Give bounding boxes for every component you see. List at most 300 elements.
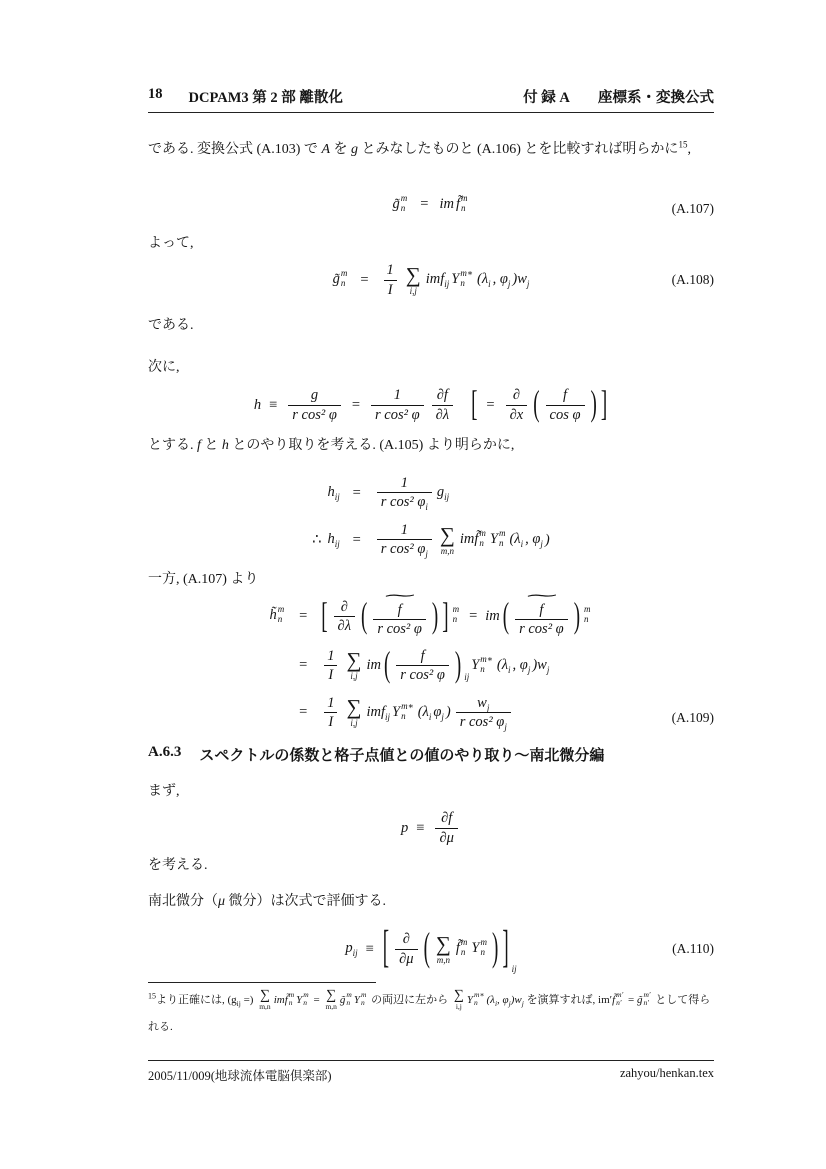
text: (λ: [476, 271, 489, 288]
subscript: ij: [236, 999, 241, 1009]
math-var-A: A: [321, 142, 330, 157]
fraction: [515, 601, 568, 638]
text: , φ: [525, 531, 541, 548]
math-variable: [437, 484, 449, 502]
numerator: 1: [327, 648, 335, 665]
math-scripts: [460, 269, 473, 289]
page-content: [148, 0, 714, 1169]
equiv-sign: ≡: [416, 819, 425, 836]
numerator: ∂f: [441, 810, 453, 827]
sigma-icon: ∑: [405, 262, 421, 287]
subscript: n: [346, 998, 351, 1008]
subscript: j: [540, 538, 543, 549]
math-variable: [328, 531, 340, 549]
subscript: ij: [444, 491, 450, 502]
fraction: [377, 521, 432, 559]
fraction: [383, 261, 398, 298]
math-base: f̃: [612, 994, 616, 1006]
sum-limits: m,n: [436, 954, 450, 965]
math-variable: [345, 940, 357, 958]
equals-sign: =: [420, 196, 429, 213]
math-variable: [333, 270, 350, 290]
math-scripts: [303, 991, 308, 1008]
summation: [325, 989, 336, 1011]
text: ,: [687, 142, 691, 157]
subscript: n: [277, 614, 283, 625]
text: w: [477, 694, 487, 711]
right-paren: ): [431, 595, 439, 636]
equiv-sign: ≡: [365, 940, 374, 957]
equation-a110: [148, 921, 714, 977]
text: =: [310, 994, 323, 1006]
header-left-title: DCPAM3 第 2 部 離散化: [188, 90, 343, 106]
equals-sign: =: [352, 484, 361, 501]
equation-a108: [148, 255, 714, 305]
math-base: Y: [353, 994, 360, 1006]
footnote-mark: 15: [148, 991, 156, 1001]
left-bracket: [: [471, 384, 478, 425]
subscript: j: [425, 549, 428, 560]
equation-label: (A.110): [672, 941, 714, 956]
subscript: ij: [334, 538, 340, 549]
math-variable: [269, 606, 286, 626]
math-token: [532, 657, 549, 675]
subscript: ij: [334, 491, 340, 502]
subscript: ij: [444, 278, 450, 289]
paragraph: まず,: [148, 784, 180, 799]
subscript: n: [288, 998, 293, 1008]
fraction: [396, 647, 449, 684]
superscript: m: [452, 604, 460, 615]
right-paren: ): [454, 645, 462, 686]
text: として得られる.: [148, 994, 711, 1033]
denominator: cos φ: [546, 405, 585, 424]
math-base: f̃: [455, 196, 460, 213]
sigma-icon: ∑: [326, 988, 337, 1004]
text: r cos² φ: [380, 494, 426, 511]
denominator: I: [384, 280, 397, 299]
math-scripts: [461, 938, 468, 958]
math-base: h: [327, 484, 335, 501]
text: )w: [532, 656, 547, 673]
subscript: j: [486, 702, 490, 713]
sum-limits: i,j: [350, 671, 358, 682]
numerator: f: [420, 648, 425, 665]
subscript: j: [526, 278, 530, 289]
equation-label: (A.108): [671, 272, 714, 287]
superscript: m: [288, 990, 295, 1000]
math-variable: p: [401, 819, 409, 836]
denominator: [456, 712, 511, 732]
subscript: i: [494, 999, 498, 1009]
sum-limits: m,n: [259, 1002, 271, 1012]
tilde-icon: ∼: [380, 589, 419, 604]
math-variable: [471, 939, 489, 959]
numerator: g: [310, 387, 319, 404]
summation: [259, 989, 270, 1011]
subscript: n: [401, 710, 406, 721]
math-scripts: [346, 991, 351, 1008]
fraction: [323, 694, 338, 731]
left-paren: (: [361, 595, 368, 636]
math-base: g̃: [339, 994, 346, 1006]
fraction: [334, 598, 355, 635]
math-token: im: [366, 657, 381, 674]
math-scripts: [361, 991, 366, 1008]
section-title: スペクトルの係数と格子点値との値のやり取り～南北微分編: [199, 748, 605, 764]
math-scripts: [401, 194, 408, 214]
text: (λ: [486, 994, 495, 1006]
subscript: i: [425, 502, 428, 513]
math-variable: [612, 990, 625, 1008]
right-bracket: ]: [600, 384, 608, 425]
wide-tilde-group: [370, 589, 429, 638]
math-base: Y: [471, 940, 480, 957]
left-paren: (: [383, 645, 391, 686]
subscript: j: [507, 278, 511, 289]
sum-limits: i,j: [350, 718, 358, 729]
math-variable: [328, 484, 340, 502]
right-paren: ): [573, 595, 581, 636]
math-base: f̃: [455, 940, 460, 957]
sigma-icon: ∑: [435, 931, 451, 956]
denominator: I: [324, 712, 337, 731]
math-base: p: [345, 940, 353, 957]
equation-rhs: [374, 474, 449, 512]
superscript: m: [346, 990, 352, 1000]
equation-h-definition: [148, 381, 714, 429]
summation: [346, 697, 361, 728]
denominator: ∂λ: [334, 616, 355, 635]
subscript: n′: [616, 998, 622, 1008]
equation-hij-block: [148, 474, 714, 559]
superscript: m: [584, 604, 591, 615]
math-token: ): [544, 531, 550, 548]
subscript: n: [303, 998, 308, 1008]
sum-limits: m,n: [325, 1002, 337, 1012]
superscript: m∗: [460, 268, 473, 279]
sigma-icon: ∑: [439, 522, 455, 547]
numerator: f: [539, 602, 544, 618]
math-var-h: h: [221, 438, 229, 453]
equation-body: [148, 381, 714, 429]
subscript: i: [520, 538, 524, 549]
equals-sign: =: [299, 704, 308, 721]
right-paren: ): [491, 926, 499, 971]
text: (λ: [509, 531, 521, 548]
fraction: [435, 809, 457, 846]
therefore-sign: ∴: [312, 531, 322, 548]
math-base: imf: [425, 271, 445, 288]
superscript: m: [340, 268, 348, 279]
subscript: n′: [643, 998, 649, 1008]
subscript: ij: [464, 671, 470, 682]
fraction: [546, 386, 585, 423]
subscript: i: [488, 278, 491, 289]
math-scripts: [616, 991, 623, 1008]
fraction: [506, 386, 528, 423]
text: 微分）は次式で評価する.: [225, 894, 387, 909]
math-variable: [456, 195, 470, 215]
math-scripts: [461, 194, 468, 214]
math-base: Y: [471, 657, 480, 674]
footnote-mark: 15: [678, 139, 688, 150]
summation: [435, 931, 451, 965]
superscript: m: [498, 528, 506, 539]
superscript: m′: [643, 990, 651, 1000]
math-var-f: f: [197, 438, 201, 453]
numerator: 1: [386, 262, 394, 279]
subscript: j: [508, 999, 511, 1009]
denominator: ∂μ: [435, 828, 457, 847]
sum-limits: m,n: [440, 545, 454, 556]
equals-sign: =: [486, 396, 495, 413]
math-base: imf: [366, 703, 385, 720]
math-base: imf̃: [273, 994, 288, 1006]
numerator: 1: [327, 695, 335, 712]
text: より正確には, (g: [156, 994, 237, 1006]
math-scripts: [453, 605, 460, 625]
math-scripts: [584, 605, 591, 625]
text: , φ: [492, 271, 508, 288]
sigma-icon: ∑: [259, 988, 270, 1004]
math-base: h̃: [269, 607, 277, 624]
paragraph-intro: [148, 139, 714, 160]
subscript: n: [460, 202, 466, 213]
summation: [346, 650, 361, 681]
superscript: m′: [616, 990, 624, 1000]
text: 南北微分（: [148, 894, 218, 909]
superscript: m: [360, 990, 367, 1000]
sum-limits: i,j: [455, 1002, 462, 1012]
subscript: j: [546, 664, 550, 675]
math-token: [509, 531, 523, 549]
equiv-sign: ≡: [269, 396, 278, 413]
text: =): [240, 994, 257, 1006]
math-scripts: [289, 991, 294, 1008]
superscript: m: [479, 528, 486, 539]
math-base: g̃: [332, 271, 340, 288]
subscript: i: [428, 711, 432, 722]
subscript: n: [480, 947, 485, 957]
text: r cos² φ: [459, 714, 505, 731]
subscript: n: [480, 663, 485, 674]
numerator: 1: [400, 522, 408, 539]
text: )w: [512, 271, 527, 288]
equation-rhs: [320, 647, 549, 684]
superscript: m: [480, 937, 487, 948]
text: とみなしたものと (A.106) とを比較すれば明らかに: [358, 142, 679, 157]
equation-a107: [148, 195, 714, 223]
math-base: g: [436, 484, 445, 501]
superscript: m∗: [401, 701, 414, 711]
math-variable: [366, 704, 390, 722]
equation-lhs: [312, 531, 340, 549]
tilde-icon: ∼: [522, 589, 561, 604]
page-header: [148, 86, 714, 113]
fraction: [288, 386, 341, 423]
math-variable: [426, 271, 450, 289]
left-paren: (: [423, 926, 430, 971]
math-token: [418, 704, 432, 722]
text: (λ: [496, 656, 509, 673]
math-token: [513, 657, 531, 675]
text: φ: [433, 703, 442, 720]
math-token: [525, 531, 543, 549]
math-variable: [451, 270, 475, 290]
fraction: [395, 930, 417, 967]
numerator: 1: [400, 475, 408, 491]
denominator: ∂x: [506, 405, 528, 424]
math-variable: [353, 990, 369, 1008]
math-variable: [296, 990, 311, 1008]
numerator: [473, 694, 493, 713]
fraction: [373, 601, 426, 638]
text: (λ: [417, 703, 429, 720]
math-variable: [393, 195, 410, 215]
subscript: n: [340, 278, 346, 288]
math-base: Y: [451, 271, 460, 288]
subscript: n: [460, 947, 466, 957]
equation-lhs: [328, 484, 340, 502]
text: を: [330, 142, 351, 157]
math-variable: [466, 990, 487, 1008]
math-token: [486, 994, 524, 1009]
equation-p-definition: [148, 808, 714, 848]
equation-label: (A.107): [671, 201, 714, 216]
footer-rule: [148, 1060, 714, 1061]
numerator: f: [563, 387, 568, 404]
fraction: [432, 386, 453, 423]
page-number: 18: [148, 86, 163, 102]
text: , φ: [497, 994, 509, 1006]
text: の両辺に左から: [368, 994, 451, 1006]
text: と: [200, 438, 222, 453]
group-subscript: [464, 664, 469, 685]
numerator: ∂f: [436, 387, 448, 404]
superscript: m: [277, 604, 285, 615]
paragraph: [148, 891, 714, 912]
math-variable: [273, 990, 296, 1008]
subscript: n: [452, 614, 458, 625]
equation-body: [148, 195, 714, 215]
footer-right: zahyou/henkan.tex: [619, 1066, 714, 1080]
equation-body: [148, 921, 714, 977]
math-scripts: [480, 655, 493, 675]
subscript: n: [584, 614, 589, 625]
equation-label: (A.109): [671, 710, 714, 725]
math-token: [433, 704, 444, 722]
denominator: r cos² φ: [371, 405, 424, 424]
subscript: j: [441, 711, 444, 722]
fraction: [377, 474, 432, 512]
denominator: ∂λ: [432, 405, 453, 424]
math-variable: [392, 703, 416, 723]
math-scripts: [474, 991, 485, 1008]
subscript: j: [504, 722, 507, 733]
sigma-icon: ∑: [346, 695, 362, 720]
equals-sign: =: [469, 607, 478, 624]
fraction: [456, 694, 511, 733]
equation-body: [148, 589, 714, 733]
superscript: m: [460, 937, 468, 948]
math-token: im: [439, 196, 454, 213]
subscript: n: [498, 538, 504, 549]
math-base: h: [327, 531, 335, 548]
footer-left: 2005/11/009(地球流体電脳倶楽部): [148, 1069, 332, 1083]
equation-rhs: [320, 694, 514, 733]
equals-sign: =: [299, 607, 308, 624]
equals-sign: =: [352, 531, 361, 548]
summation: [454, 989, 464, 1011]
equals-sign: =: [351, 396, 361, 413]
math-var-g: g: [351, 142, 358, 157]
text: )w: [510, 994, 522, 1006]
subscript: j: [521, 999, 524, 1009]
footnote: [148, 987, 714, 1041]
math-variable: h: [253, 396, 262, 413]
right-bracket: ]: [502, 923, 509, 974]
denominator: ∂μ: [395, 949, 417, 968]
denominator: [377, 539, 432, 559]
numerator: ∂: [340, 598, 348, 615]
summation: [405, 262, 421, 296]
text: とする.: [148, 438, 197, 453]
math-var-mu: μ: [218, 894, 226, 909]
math-token: [477, 271, 491, 289]
sigma-icon: ∑: [453, 988, 464, 1004]
wide-tilde-group: [512, 589, 571, 638]
left-paren: (: [533, 384, 540, 425]
left-paren: (: [502, 595, 510, 636]
numerator: 1: [393, 387, 401, 404]
math-scripts: [401, 702, 414, 722]
math-base: g̃: [392, 196, 400, 213]
math-token: [493, 271, 511, 289]
sum-limits: i,j: [409, 285, 417, 296]
math-scripts: [278, 605, 285, 625]
subscript: ij: [384, 711, 390, 722]
subscript: ij: [352, 947, 358, 958]
paragraph: を考える.: [148, 858, 208, 873]
equation-a109: [148, 589, 714, 740]
numerator: ∂: [402, 931, 410, 948]
equation-body: [148, 808, 714, 848]
denominator: I: [324, 665, 337, 684]
text: とのやり取りを考える. (A.105) より明らかに,: [228, 438, 515, 453]
fraction: [323, 647, 338, 684]
math-variable: [636, 990, 653, 1008]
math-base: g̃: [636, 994, 643, 1006]
math-base: imf̃: [459, 531, 479, 548]
text: r cos² φ: [380, 541, 426, 558]
header-right-title: 付 録 A 座標系・変換公式: [523, 90, 714, 106]
equals-sign: =: [360, 271, 369, 288]
group-subscript: [512, 956, 517, 977]
paragraph: よって,: [148, 236, 194, 251]
equation-rhs: [320, 589, 592, 638]
right-paren: ): [590, 384, 597, 425]
math-token: ): [445, 704, 451, 721]
denominator: [377, 492, 432, 512]
denominator: r cos² φ: [396, 665, 449, 684]
superscript: m: [400, 193, 408, 203]
text: を演算すれば, im′: [523, 994, 613, 1006]
equation-rhs: [374, 521, 550, 559]
subscript: n: [473, 998, 478, 1008]
subscript: j: [527, 664, 531, 675]
equation-body: [148, 255, 714, 305]
